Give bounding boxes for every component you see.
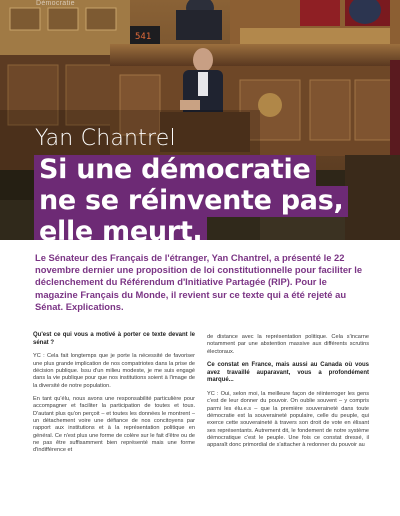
column-left [33,332,195,461]
interview-answer: de distance avec la représentation politique. Cela s'incarne notamment par une abstention massive aux différents scrutins électoraux. [207,334,369,355]
interview-question: Ce constat en France, mais aussi au Canada où vous avez travaillé auparavant, vous a profondément marqué... [207,362,369,384]
title-line-1: Si une démocratie [34,155,316,186]
interview-answer: YC : Cela fait longtemps que je porte la nécessité de favoriser une plus grande implication de nos compatriotes dans la prise de décision publique. Issu d'un milieu modeste, je me suis engagé dans la vie publique pour que nos institutions soient à l'image de la diversité de notre population. [33,353,195,389]
article-byline: Yan Chantrel [35,126,176,151]
section-tag: Démocratie [36,0,75,7]
article-title [34,155,394,240]
interview-answer: YC : Oui, selon moi, la meilleure façon de réinterroger les gens c'est de leur donner du pouvoir. On oublie souvent – y compris parmi les élu.e.s – que la première souveraineté dans toute démocratie est la souveraineté populaire, celle du peuple, qui exerce cette souveraineté à travers son droit de vote en élisant ses représentants. Autrement dit, le fondement de notre système démocratique c'est le peuple. Une fois ce constat dressé, il apparaît donc primordial de s'attacher à redonner du pouvoir au [207,390,369,449]
title-line-2: ne se réinvente pas, [34,186,348,217]
interview-question: Qu'est ce qui vous a motivé à porter ce texte devant le sénat ? [33,332,195,346]
vote-counter-display: 541 [135,32,152,42]
article-lede: Le Sénateur des Français de l'étranger, Yan Chantrel, a présenté le 22 novembre dernier une proposition de loi constitutionnelle pour faciliter le déclenchement du Référendum d'Initiative Partagée (RIP). Pour le magazine Français du Monde, il revient sur ce texte qui a été rejeté au Sénat. Explications. [35,252,363,312]
title-line-3: elle meurt. [34,217,207,240]
hero-photo [0,0,400,240]
interview-answer: En tant qu'élu, nous avons une responsabilité particulière pour accompagner et faciliter la participation de toutes et tous. D'autant plus qu'on perçoit – et toutes les données le montrent – un détachement voire une défiance de nos concitoyens par rapport aux institutions et à la représentation politique en général. Ce n'est plus une forme de colère sur le fait d'être ou de ne pas être suffisamment bien représenté mais une forme d'indifférence et [33,395,195,454]
column-right [207,334,369,456]
